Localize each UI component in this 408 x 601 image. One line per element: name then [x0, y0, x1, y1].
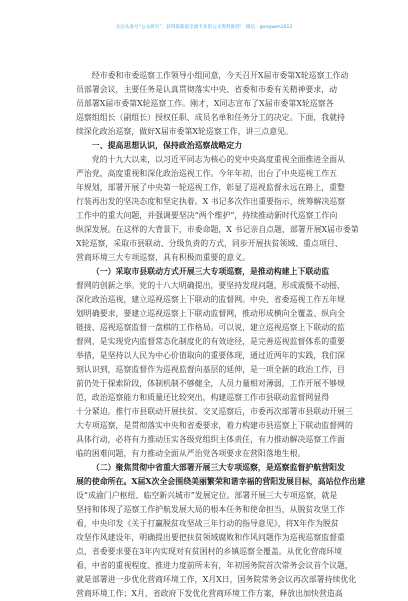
section-heading	[76, 139, 330, 153]
text-line: 年规划，部署开展了中央第一轮巡视工作，彰显了巡视监督永远在路上，重整	[76, 183, 345, 192]
text-line: X轮巡察，采取市县联动、分级负责的方式，同步开展扶贫领域、重点项目、	[76, 239, 343, 248]
text-line: 链接、巡视巡察监督一盘棋的工作格局。可以说，建立巡视巡察上下联动的监	[76, 323, 345, 332]
text-line: 督网，是实现党内监督常态化制度化的有效途径，是完善巡视监督体系的重要	[76, 337, 345, 346]
text-line: 续深化政治巡察，做好X届市委第X轮巡察工作，讲三点意见。	[76, 127, 293, 136]
text-line: 看，中央印发《关于打赢脱贫攻坚战三年行动的指导意见》，将X年作为脱贫	[76, 519, 339, 528]
text-line: 十分紧迫。推行市县联动开展扶贫、交叉巡察后，市委再次部署市县联动开展三	[76, 407, 353, 416]
text-line: 前仍处于探索阶段，体制机制不够健全，人员力量相对薄弱，工作开展不够规	[76, 379, 345, 388]
text-line: 划明确要求，要建立巡视巡察上下联动监督网，推动形成横向全覆盖、纵向全	[76, 309, 345, 318]
paragraph	[76, 461, 366, 601]
text-line: 纵深发展。在这样的大背景下，市委命题，X 书记亲自点题，部署开展X届市委第	[76, 225, 359, 234]
text-line: 员部署X届市委第X轮巡察工作。刚才，X同志宣布了X届市委第X轮巡察各	[76, 99, 334, 108]
text-line: 工作中的重大问题，并强调要坚决“两个维护”，持续推动新时代巡察工作向	[76, 211, 338, 220]
text-line: 营商环境工作；X月，省政府下发优化营商环境工作方案，释放出加快营造高	[76, 589, 343, 598]
text-line: 范，政治巡察能力和质量还比较突出，构建巡察工作市县联动监督网显得	[76, 393, 330, 402]
paragraph	[76, 265, 353, 461]
text-line: 营商环境三大专项巡察，具有积极而重要的意义。	[76, 253, 251, 262]
text-line: 经市委和市委巡察工作领导小组同意，今天召开X届市委第X轮巡察工作动	[91, 71, 349, 80]
text-line: 大专项巡察，是贯彻落实中央和省委要求，着力构建市县巡察上下联动监督网的	[76, 421, 353, 430]
text-line: 点，省委要求要在3年内实现对有贫困村的乡镇巡察全覆盖。从优化营商环境	[76, 547, 343, 556]
text-line: 展的使命所在。X届X次全会围绕美丽繁荣和谐幸福的营阳发展目标，高站位作出建	[76, 477, 366, 486]
paragraph	[76, 153, 359, 265]
text-line: 就是部署进一步优化营商环境工作，X月X日，国务院常务会议再次部署持续优化	[76, 575, 357, 584]
text-line: 举措，是坚持以人民为中心价值取向的重要体现，通过近两年的实践，我们深	[76, 351, 345, 360]
text-line: 一、提高思想认识，保持政治巡察战略定力	[91, 141, 243, 150]
text-line: 坚持和体现了巡察工作护航发展大局的根本任务和使命担当，从脱贫攻坚工作	[76, 505, 345, 514]
document-body	[76, 69, 366, 601]
text-line: （二）聚焦贯彻中省重大部署开展三大专项巡察，是巡察监督护航营阳发	[91, 463, 345, 472]
text-line: 严治党，高度重视和深化政治巡视工作。今年年初，出台了中央巡视工作五	[76, 169, 338, 178]
paragraph	[76, 69, 349, 139]
text-line: 攻坚作风建设年，明确提出要把扶贫领域腐败和作风问题作为巡视巡察监督重	[76, 533, 345, 542]
text-line: 具体行动，必将有力推动压实各级党组织主体责任，有力推动解决巡察工作面	[76, 435, 345, 444]
text-line: 看，中省的重视程度、推进力度前所未有，年初国务院首次常务会议首个议题，	[76, 561, 353, 570]
promo-banner: 关注头条号“公文研究”，获得最新最全最专业的公文资料推荐！ 微信：gongwen2012	[115, 25, 293, 30]
text-line: 员部署会议，主要任务是认真贯彻落实中央、省委和市委有关精神要求，动	[76, 85, 338, 94]
text-line: 督网的创新之举。党的十八大明确提出，要坚持发现问题，形成震慑不动摇，	[76, 281, 345, 290]
text-line: 行装再出发的坚决态度和坚定执着。X 书记多次作出重要指示，统筹解决巡察	[76, 197, 346, 206]
text-line: 刻认识到，巡察监督作为巡视监督向基层的延伸，是一项全新的政治工作，目	[76, 365, 345, 374]
text-line: 深化政治巡视，建立巡视巡察上下联动的监督网。中央、省委巡视工作五年规	[76, 295, 345, 304]
text-line: 巡察组组长（副组长）授权任职、成员名单和任务分工的决定。下面，我就持	[76, 113, 345, 122]
text-line: 临的困难问题，有力推动全面从严治党各项要求在营阳落地生根。	[76, 449, 306, 458]
text-line: 设“成渝门户枢纽、临空新兴城市”发展定位。部署开展三大专项巡察，就是	[76, 491, 338, 500]
text-line: （一）采取市县联动方式开展三大专项巡察，是推动构建上下联动监	[91, 267, 330, 276]
text-line: 党的十九大以来，以习近平同志为核心的党中央高度重视全面推进全面从	[91, 155, 345, 164]
